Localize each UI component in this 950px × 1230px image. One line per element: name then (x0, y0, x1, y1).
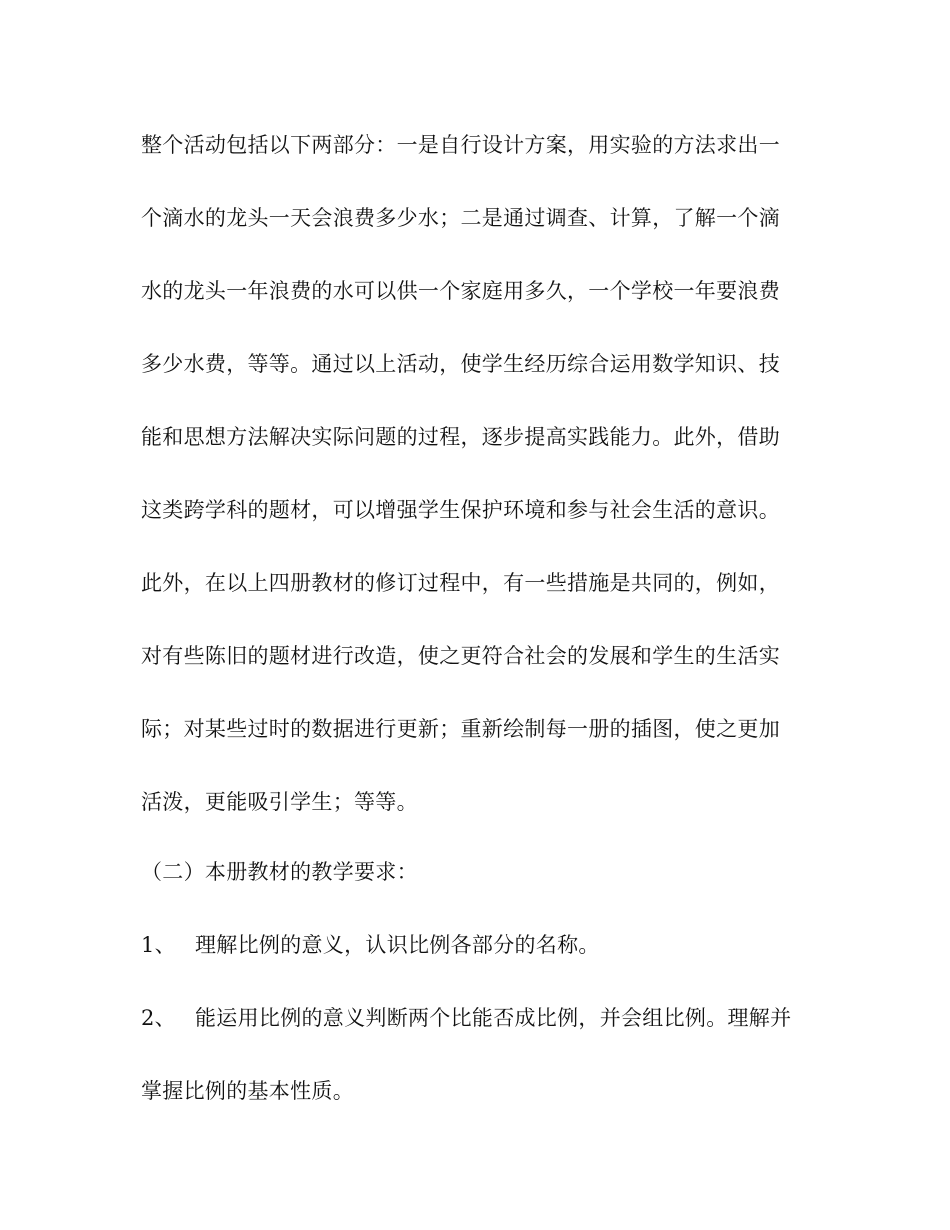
paragraph-line: 整个活动包括以下两部分：一是自行设计方案，用实验的方法求出一 (141, 133, 780, 157)
paragraph-line: 多少水费，等等。通过以上活动，使学生经历综合运用数学知识、技 (141, 352, 780, 376)
paragraph-line: 对有些陈旧的题材进行改造，使之更符合社会的发展和学生的生活实 (141, 644, 780, 668)
list-item-text: 能运用比例的意义判断两个比能否成比例，并会组比例。理解并 (195, 1006, 792, 1030)
paragraph-line: 能和思想方法解决实际问题的过程，逐步提高实践能力。此外，借助 (141, 425, 780, 449)
paragraph-line: 际；对某些过时的数据进行更新；重新绘制每一册的插图，使之更加 (141, 717, 780, 741)
paragraph-line: 水的龙头一年浪费的水可以供一个家庭用多久，一个学校一年要浪费 (141, 279, 780, 303)
list-item (141, 1003, 821, 1033)
section-heading: （二）本册教材的教学要求： (141, 860, 418, 884)
paragraph-line: 个滴水的龙头一天会浪费多少水；二是通过调查、计算，了解一个滴 (141, 206, 780, 230)
paragraph-line: 活泼，更能吸引学生；等等。 (141, 790, 418, 814)
list-item-number: 2、 (141, 1006, 176, 1030)
list-item (141, 930, 821, 960)
paragraph-line: 掌握比例的基本性质。 (141, 1079, 354, 1103)
paragraph-line: 这类跨学科的题材，可以增强学生保护环境和参与社会生活的意识。 (141, 498, 780, 522)
list-item-number: 1、 (141, 933, 176, 957)
paragraph-line: 此外，在以上四册教材的修订过程中，有一些措施是共同的，例如， (141, 571, 780, 595)
list-item-text: 理解比例的意义，认识比例各部分的名称。 (195, 933, 600, 957)
